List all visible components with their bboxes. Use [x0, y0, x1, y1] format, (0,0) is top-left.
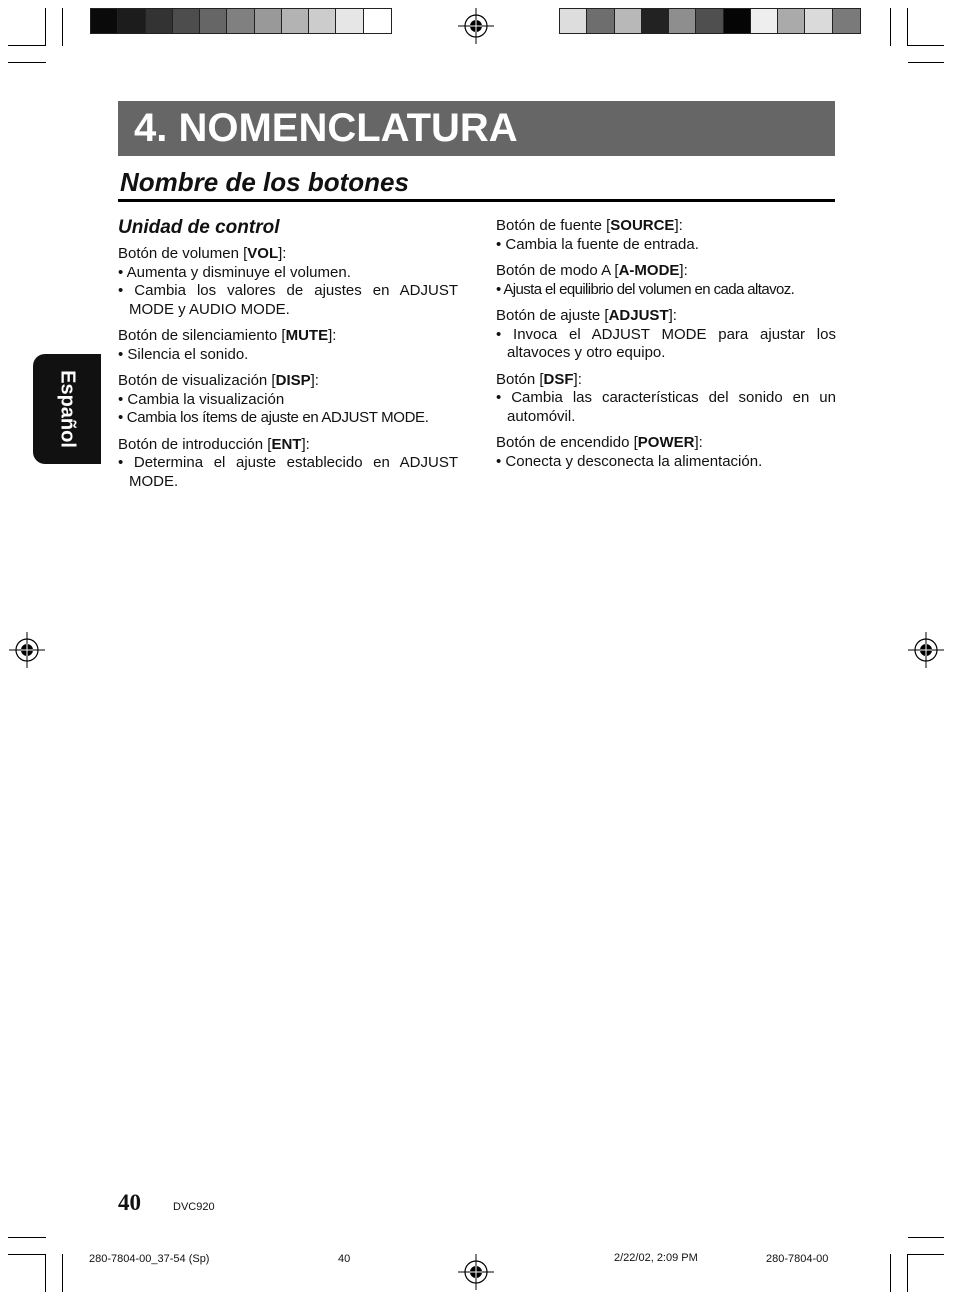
- entry-bullet: • Ajusta el equilibrio del volumen en cada altavoz.: [496, 280, 795, 298]
- crop-mark: [907, 8, 908, 46]
- button-entry-source: [496, 217, 836, 254]
- registration-mark-icon: [9, 632, 45, 668]
- entry-head: Botón de introducción [ENT]:: [118, 435, 310, 453]
- color-swatch: [255, 9, 282, 33]
- color-swatch: [173, 9, 200, 33]
- color-swatch: [805, 9, 832, 33]
- color-swatch: [833, 9, 860, 33]
- crop-mark: [8, 1254, 46, 1255]
- color-swatch: [309, 9, 336, 33]
- color-swatch: [118, 9, 145, 33]
- color-swatch: [336, 9, 363, 33]
- footer-file-name: 280-7804-00_37-54 (Sp): [89, 1253, 210, 1265]
- crop-mark: [8, 1237, 46, 1238]
- color-swatch: [778, 9, 805, 33]
- color-swatch: [642, 9, 669, 33]
- language-tab-label: Español: [56, 370, 79, 448]
- button-entry-a-mode: [496, 262, 836, 299]
- button-key: A-MODE: [618, 262, 680, 279]
- registration-mark-icon: [908, 632, 944, 668]
- crop-mark: [62, 8, 63, 46]
- button-entry-power: [496, 434, 836, 471]
- button-key: POWER: [637, 434, 695, 451]
- entry-head: Botón de encendido [POWER]:: [496, 434, 703, 451]
- button-entry-ent: [118, 436, 458, 492]
- color-swatch: [227, 9, 254, 33]
- crop-mark: [890, 1254, 891, 1292]
- color-swatch: [587, 9, 614, 33]
- button-key: DISP: [275, 372, 311, 389]
- color-bar-right: [559, 8, 861, 34]
- color-swatch: [282, 9, 309, 33]
- crop-mark: [907, 1254, 908, 1292]
- section-subtitle: Nombre de los botones: [118, 166, 835, 202]
- entry-bullet: • Silencia el sonido.: [118, 345, 249, 363]
- crop-mark: [908, 45, 944, 46]
- color-swatch: [91, 9, 118, 33]
- button-entry-disp: [118, 372, 458, 428]
- button-entry-dsf: [496, 371, 836, 427]
- footer-part-number: 280-7804-00: [766, 1253, 829, 1265]
- color-swatch: [146, 9, 173, 33]
- color-swatch: [560, 9, 587, 33]
- button-entry-vol: [118, 245, 458, 319]
- entry-head: Botón [DSF]:: [496, 370, 582, 388]
- crop-mark: [45, 1254, 46, 1292]
- color-swatch: [669, 9, 696, 33]
- color-swatch: [751, 9, 778, 33]
- registration-mark-icon: [458, 1254, 494, 1290]
- button-key: DSF: [543, 370, 574, 388]
- entry-head: Botón de modo A [A-MODE]:: [496, 262, 688, 279]
- entry-head: Botón de visualización [DISP]:: [118, 372, 319, 389]
- color-swatch: [615, 9, 642, 33]
- button-key: SOURCE: [610, 217, 675, 234]
- entry-bullet: • Cambia la visualización: [118, 390, 285, 408]
- model-name: DVC920: [173, 1201, 215, 1213]
- button-key: ADJUST: [608, 307, 669, 324]
- entry-bullet: • Cambia las características del sonido en un automóvil.: [496, 389, 836, 425]
- entry-bullet: • Cambia la fuente de entrada.: [496, 235, 699, 253]
- color-swatch: [724, 9, 751, 33]
- crop-mark: [908, 62, 944, 63]
- button-key: MUTE: [285, 327, 329, 344]
- entry-bullet: • Conecta y desconecta la alimentación.: [496, 452, 763, 470]
- button-key: ENT: [271, 435, 302, 453]
- entry-head: Botón de fuente [SOURCE]:: [496, 217, 683, 234]
- crop-mark: [45, 8, 46, 46]
- crop-mark: [908, 1237, 944, 1238]
- crop-mark: [8, 45, 46, 46]
- column-heading: Unidad de control: [118, 217, 280, 238]
- left-column: [118, 216, 458, 499]
- language-tab: [33, 354, 101, 464]
- entry-head: Botón de ajuste [ADJUST]:: [496, 307, 677, 324]
- crop-mark: [908, 1254, 944, 1255]
- entry-bullet: • Determina el ajuste establecido en ADJUST MODE.: [118, 454, 458, 490]
- entry-bullet: • Aumenta y disminuye el volumen.: [118, 263, 351, 281]
- entry-bullet: • Invoca el ADJUST MODE para ajustar los altavoces y otro equipo.: [496, 325, 836, 361]
- crop-mark: [8, 62, 46, 63]
- footer-page-ref: 40: [338, 1253, 351, 1265]
- page-number: 40: [118, 1190, 141, 1215]
- entry-bullet: • Cambia los valores de ajustes en ADJUST MODE y AUDIO MODE.: [118, 282, 458, 318]
- button-entry-adjust: [496, 307, 836, 363]
- color-swatch: [200, 9, 227, 33]
- button-entry-mute: [118, 327, 458, 364]
- footer-timestamp: 2/22/02, 2:09 PM: [614, 1252, 698, 1264]
- entry-head: Botón de silenciamiento [MUTE]:: [118, 327, 337, 344]
- button-key: VOL: [247, 245, 279, 262]
- color-swatch: [364, 9, 391, 33]
- crop-mark: [890, 8, 891, 46]
- right-column: [496, 217, 836, 479]
- color-swatch: [696, 9, 723, 33]
- registration-mark-icon: [458, 8, 494, 44]
- entry-head: Botón de volumen [VOL]:: [118, 245, 287, 262]
- crop-mark: [62, 1254, 63, 1292]
- entry-bullet: • Cambia los ítems de ajuste en ADJUST MODE.: [118, 409, 429, 426]
- color-bar-left: [90, 8, 392, 34]
- page-title: 4. NOMENCLATURA: [118, 101, 835, 156]
